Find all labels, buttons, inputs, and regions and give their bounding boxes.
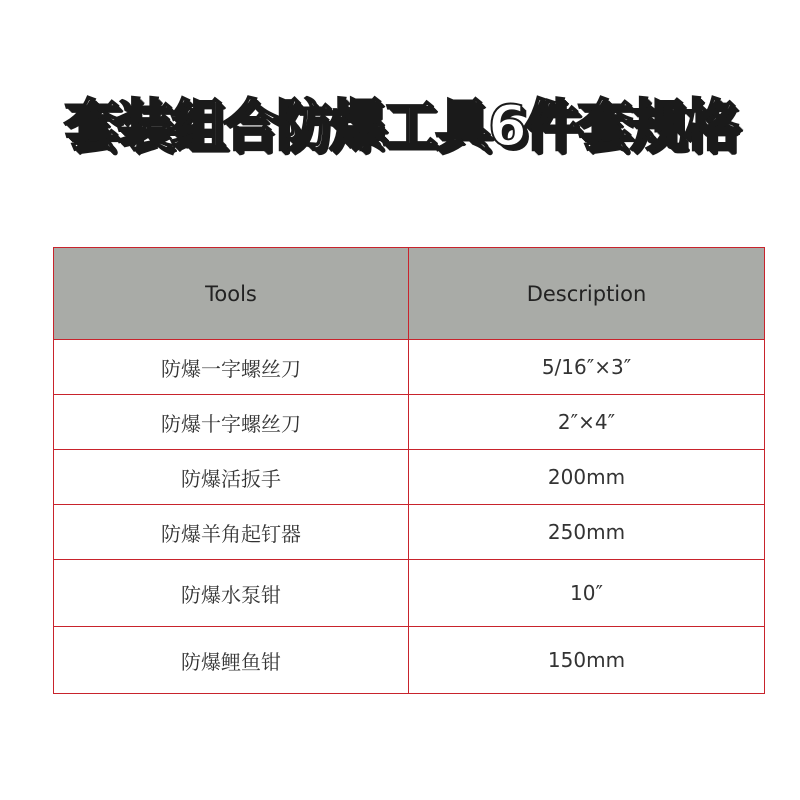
table-row [54, 450, 765, 505]
table-row [54, 395, 765, 450]
tool-cell: 防爆十字螺丝刀 [54, 395, 409, 450]
description-cell: 2″×4″ [409, 395, 765, 450]
table-row [54, 560, 765, 627]
spec-table [53, 247, 765, 694]
column-header-description: Description [409, 248, 765, 340]
column-header-tools: Tools [54, 248, 409, 340]
table-row [54, 340, 765, 395]
description-cell: 150mm [409, 627, 765, 694]
description-cell: 5/16″×3″ [409, 340, 765, 395]
tool-cell: 防爆一字螺丝刀 [54, 340, 409, 395]
description-cell: 10″ [409, 560, 765, 627]
table-row [54, 505, 765, 560]
tool-cell: 防爆水泵钳 [54, 560, 409, 627]
table-row [54, 627, 765, 694]
table-header-row [54, 248, 765, 340]
tool-cell: 防爆鲤鱼钳 [54, 627, 409, 694]
page-title: 套装组合防爆工具6件套规格 [64, 94, 736, 159]
description-cell: 200mm [409, 450, 765, 505]
tool-cell: 防爆活扳手 [54, 450, 409, 505]
description-cell: 250mm [409, 505, 765, 560]
tool-cell: 防爆羊角起钉器 [54, 505, 409, 560]
